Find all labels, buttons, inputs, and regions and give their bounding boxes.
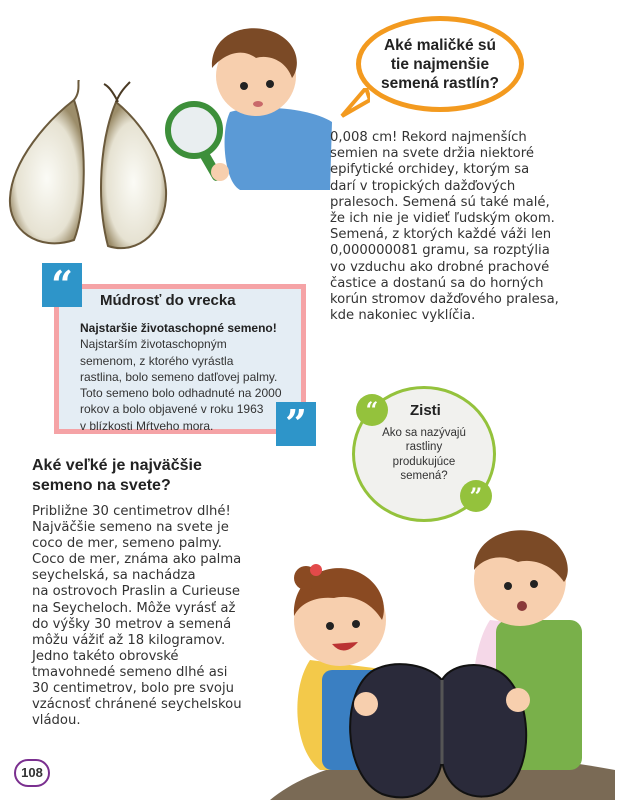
find-out-title: Zisti [410,402,441,419]
green-open-quote-icon: “ [356,394,388,426]
second-answer-text: Približne 30 centimetrov dlhé! Najväčšie semeno na svete je coco de mer, semeno palmy. Coco de mer, známa ako palma seychelská, sa nachádza na ostrovoch Praslin a Curieuse na Seycheloch. Môže vyrásť až do výšky 30 metrov a semená môžu vážiť až 18 kilogramov. Jedno takéto obrovské tmavohnedé semeno dlhé asi 30 centimetrov, bolo pre svoju vzácnosť chránené seychelskou vládou. [32,504,242,729]
find-out-question: Ako sa nazývajú rastliny produkujúce semená? [382,427,466,482]
close-quote-icon: ” [276,402,316,446]
wisdom-text: Najstarším životaschopným semenom, z ktorého vyrástla rastlina, bolo semeno datľovej palmy. Toto semeno bolo odhadnuté na 2000 rokov a bolo objavené v roku 1963 v blízkosti Mŕtveho mora. [80,337,282,433]
open-quote-icon: “ [42,263,82,307]
boy-with-magnifier-illustration [160,12,335,192]
children-with-coco-de-mer-illustration [270,520,615,800]
bubble-tail [340,88,370,118]
wisdom-body [80,320,300,434]
green-close-quote-icon: ” [460,480,492,512]
top-answer-text: 0,008 cm! Rekord najmenších semien na svete držia niektoré epifytické orchidey, ktorým sa darí v tropických dažďových pralesoch. Semená sú také malé, že ich nie je vidieť ľudským okom. Semená, z ktorých každé váži len 0,000000081 gramu, sa rozptýlia vo vzduchu ako drobné prachové častice a dostanú sa do horných korún stromov dažďového pralesa, kde nakoniec vyklíčia. [330,130,559,324]
wisdom-title: Múdrosť do vrecka [100,292,236,309]
wisdom-heading: Najstaršie životaschopné semeno! [80,321,277,335]
question-bubble [356,16,524,112]
seed-pods-illustration [8,80,178,260]
top-question: Aké maličké sú tie najmenšie semená rastlín? [380,36,500,92]
second-question: Aké veľké je najväčšie semeno na svete? [32,457,202,494]
page-number: 108 [14,759,50,787]
